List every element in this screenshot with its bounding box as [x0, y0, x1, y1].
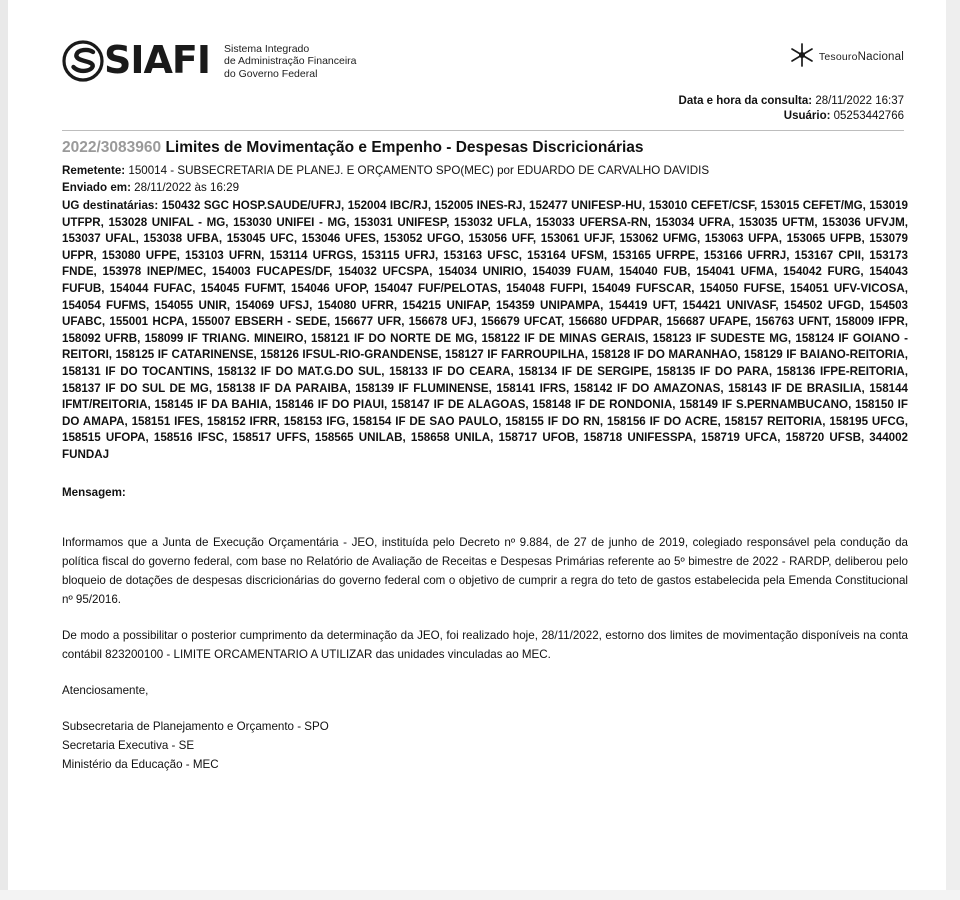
signature-line-3: Ministério da Educação - MEC: [62, 757, 219, 771]
page-title: [62, 138, 908, 158]
enviado-field: [62, 180, 908, 196]
ug-value: 150432 SGC HOSP.SAUDE/UFRJ, 152004 IBC/RJ, 152005 INES-RJ, 152477 UNIFESP-HU, 153010 CEFET/CSF, 153015 CEFET/MG, 153019 UTFPR, 153028 UNIFAL - MG, 153030 UNIFEI - MG, 153031 UNIFESP, 153032 UFLA, 153033 UFERSA-RN, 153034 UFRA, 153035 UFTM, 153036 UFVJM, 153037 UFAL, 153038 UFBA, 153045 UFC, 153046 UFES, 153052 UFGO, 153056 UFF, 153061 UFJF, 153062 UFMG, 153063 UFPA, 153065 UFPB, 153079 UFPR, 153080 UFPE, 153103 UFRN, 153114 UFRGS, 153115 UFRJ, 153163 UFSC, 153164 UFSM, 153165 UFRPE, 153166 UFRRJ, 153167 CPII, 153173 FNDE, 153978 INEP/MEC, 154003 FUCAPES/DF, 154032 UFCSPA, 154034 UNIRIO, 154039 FUAM, 154040 FUB, 154041 UFMA, 154042 FURG, 154043 FUFUB, 154044 FUFAC, 154045 FUFMT, 154046 UFOP, 154047 FUF/PELOTAS, 154048 FUFPI, 154049 FUFSCAR, 154050 FUFSE, 154051 UFV-VICOSA, 154054 FUFMS, 154055 UNIR, 154069 UFSJ, 154080 UFRR, 154215 UNIFAP, 154359 UNIPAMPA, 154419 UFT, 154421 UNIVASF, 154502 UFGD, 154503 UFABC, 155001 HCPA, 155007 EBSERH - SEDE, 156677 UFR, 156678 UFJ, 156679 UFCAT, 156680 UFDPAR, 156687 UFAPE, 156763 UFNT, 158009 IFPR, 158092 UFRB, 158099 IF TRIANG. MINEIRO, 158121 IF DO NORTE DE MG, 158122 IF DE MINAS GERAIS, 158123 IF SUDESTE MG, 158124 IF GOIANO - REITORI, 158125 IF CATARINENSE, 158126 IFSUL-RIO-GRANDENSE, 158127 IF FARROUPILHA, 158128 IF DO MARANHAO, 158129 IF BAIANO-REITORIA, 158131 IF DO TOCANTINS, 158132 IF DO MAT.G.DO SUL, 158133 IF DO CEARA, 158134 IF DE SERGIPE, 158135 IF DO PARA, 158136 IFPE-REITORIA, 158137 IF DO SUL DE MG, 158138 IF DA PARAIBA, 158139 IF FLUMINENSE, 158141 IFRS, 158142 IF DO AMAZONAS, 158143 IF DE BRASILIA, 158144 IFMT/REITORIA, 158145 IF DA BAHIA, 158146 IF DO PIAUI, 158147 IF DE ALAGOAS, 158148 IF DE RONDONIA, 158149 IF S.PERNAMBUCANO, 158150 IF DO AMAPA, 158151 IFES, 158152 IFRR, 158153 IFG, 158154 IF DE SAO PAULO, 158155 IF DO RN, 158156 IF DO ACRE, 158157 REITORIA, 158195 UFCG, 158515 UFOPA, 158516 IFSC, 158517 UFFS, 158565 UNILAB, 158658 UNILA, 158717 UFOB, 158718 UNIFESSPA, 158719 UFCA, 158720 UFSB, 344002 FUNDAJ: [62, 199, 908, 461]
nacional-word: Nacional: [857, 50, 904, 63]
page-right-edge: [946, 0, 960, 900]
query-metadata: [679, 94, 904, 124]
enviado-label: Enviado em:: [62, 181, 131, 194]
mensagem-paragraph-1: Informamos que a Junta de Execução Orçamentária - JEO, instituída pelo Decreto nº 9.884, de 27 de junho de 2019, colegiado responsável pela condução da política fiscal do governo federal, com base no Relatório de Avaliação de Receitas e Despesas Primárias referente ao 5º bimestre de 2022 - RARDP, deliberou pelo bloqueio de dotações de despesas discricionárias do governo federal com o objetivo de cumprir a regra do teto de gastos estabelecida pela Emenda Constitucional nº 95/2016.: [62, 535, 908, 606]
siafi-subtitle-line-2: de Administração Financeira: [224, 55, 357, 68]
mensagem-label: Mensagem:: [62, 485, 126, 499]
signature-line-2: Secretaria Executiva - SE: [62, 738, 195, 752]
ug-destinatarias-field: [62, 198, 908, 464]
consulta-row: [679, 94, 904, 109]
tesouro-word: Tesouro: [818, 50, 858, 63]
siafi-subtitle-line-3: do Governo Federal: [224, 67, 318, 80]
document-body: [62, 138, 908, 774]
siafi-wordmark: SIAFI: [104, 38, 211, 82]
remetente-field: [62, 163, 908, 179]
siafi-logo-icon: [62, 40, 106, 82]
tesouro-nacional-wordmark: [819, 48, 904, 63]
tesouro-nacional-logo: [789, 42, 904, 68]
document-title: Limites de Movimentação e Empenho - Despesas Discricionárias: [165, 139, 644, 156]
ug-label: UG destinatárias:: [62, 199, 159, 212]
mensagem-paragraph-3: Atenciosamente,: [62, 683, 149, 697]
signature-block: [62, 717, 908, 774]
page-bottom-edge: [0, 890, 960, 900]
siafi-subtitle: [224, 43, 357, 80]
tesouro-nacional-icon: [789, 42, 815, 68]
usuario-row: [679, 109, 904, 124]
mensagem-body: [62, 533, 908, 700]
document-header: [62, 36, 904, 122]
document-id: 2022/3083960: [62, 139, 162, 156]
consulta-label: Data e hora da consulta:: [678, 95, 813, 107]
remetente-value: 150014 - SUBSECRETARIA DE PLANEJ. E ORÇAMENTO SPO(MEC) por EDUARDO DE CARVALHO DAVIDIS: [128, 164, 710, 177]
siafi-logo: [62, 40, 357, 82]
signature-line-1: Subsecretaria de Planejamento e Orçamento - SPO: [62, 719, 329, 733]
usuario-value: 05253442766: [833, 110, 904, 122]
page-left-edge: [0, 0, 8, 900]
siafi-subtitle-line-1: Sistema Integrado: [224, 43, 310, 55]
consulta-value: 28/11/2022 16:37: [815, 95, 904, 107]
usuario-label: Usuário:: [783, 110, 831, 122]
header-divider: [62, 130, 904, 131]
mensagem-paragraph-2: De modo a possibilitar o posterior cumprimento da determinação da JEO, foi realizado hoje, 28/11/2022, estorno dos limites de movimentação disponíveis na conta contábil 823200100 - LIMITE ORCAMENTARIO A UTILIZAR das unidades vinculadas ao MEC.: [62, 628, 908, 661]
enviado-value: 28/11/2022 às 16:29: [134, 181, 240, 194]
remetente-label: Remetente:: [62, 164, 126, 177]
